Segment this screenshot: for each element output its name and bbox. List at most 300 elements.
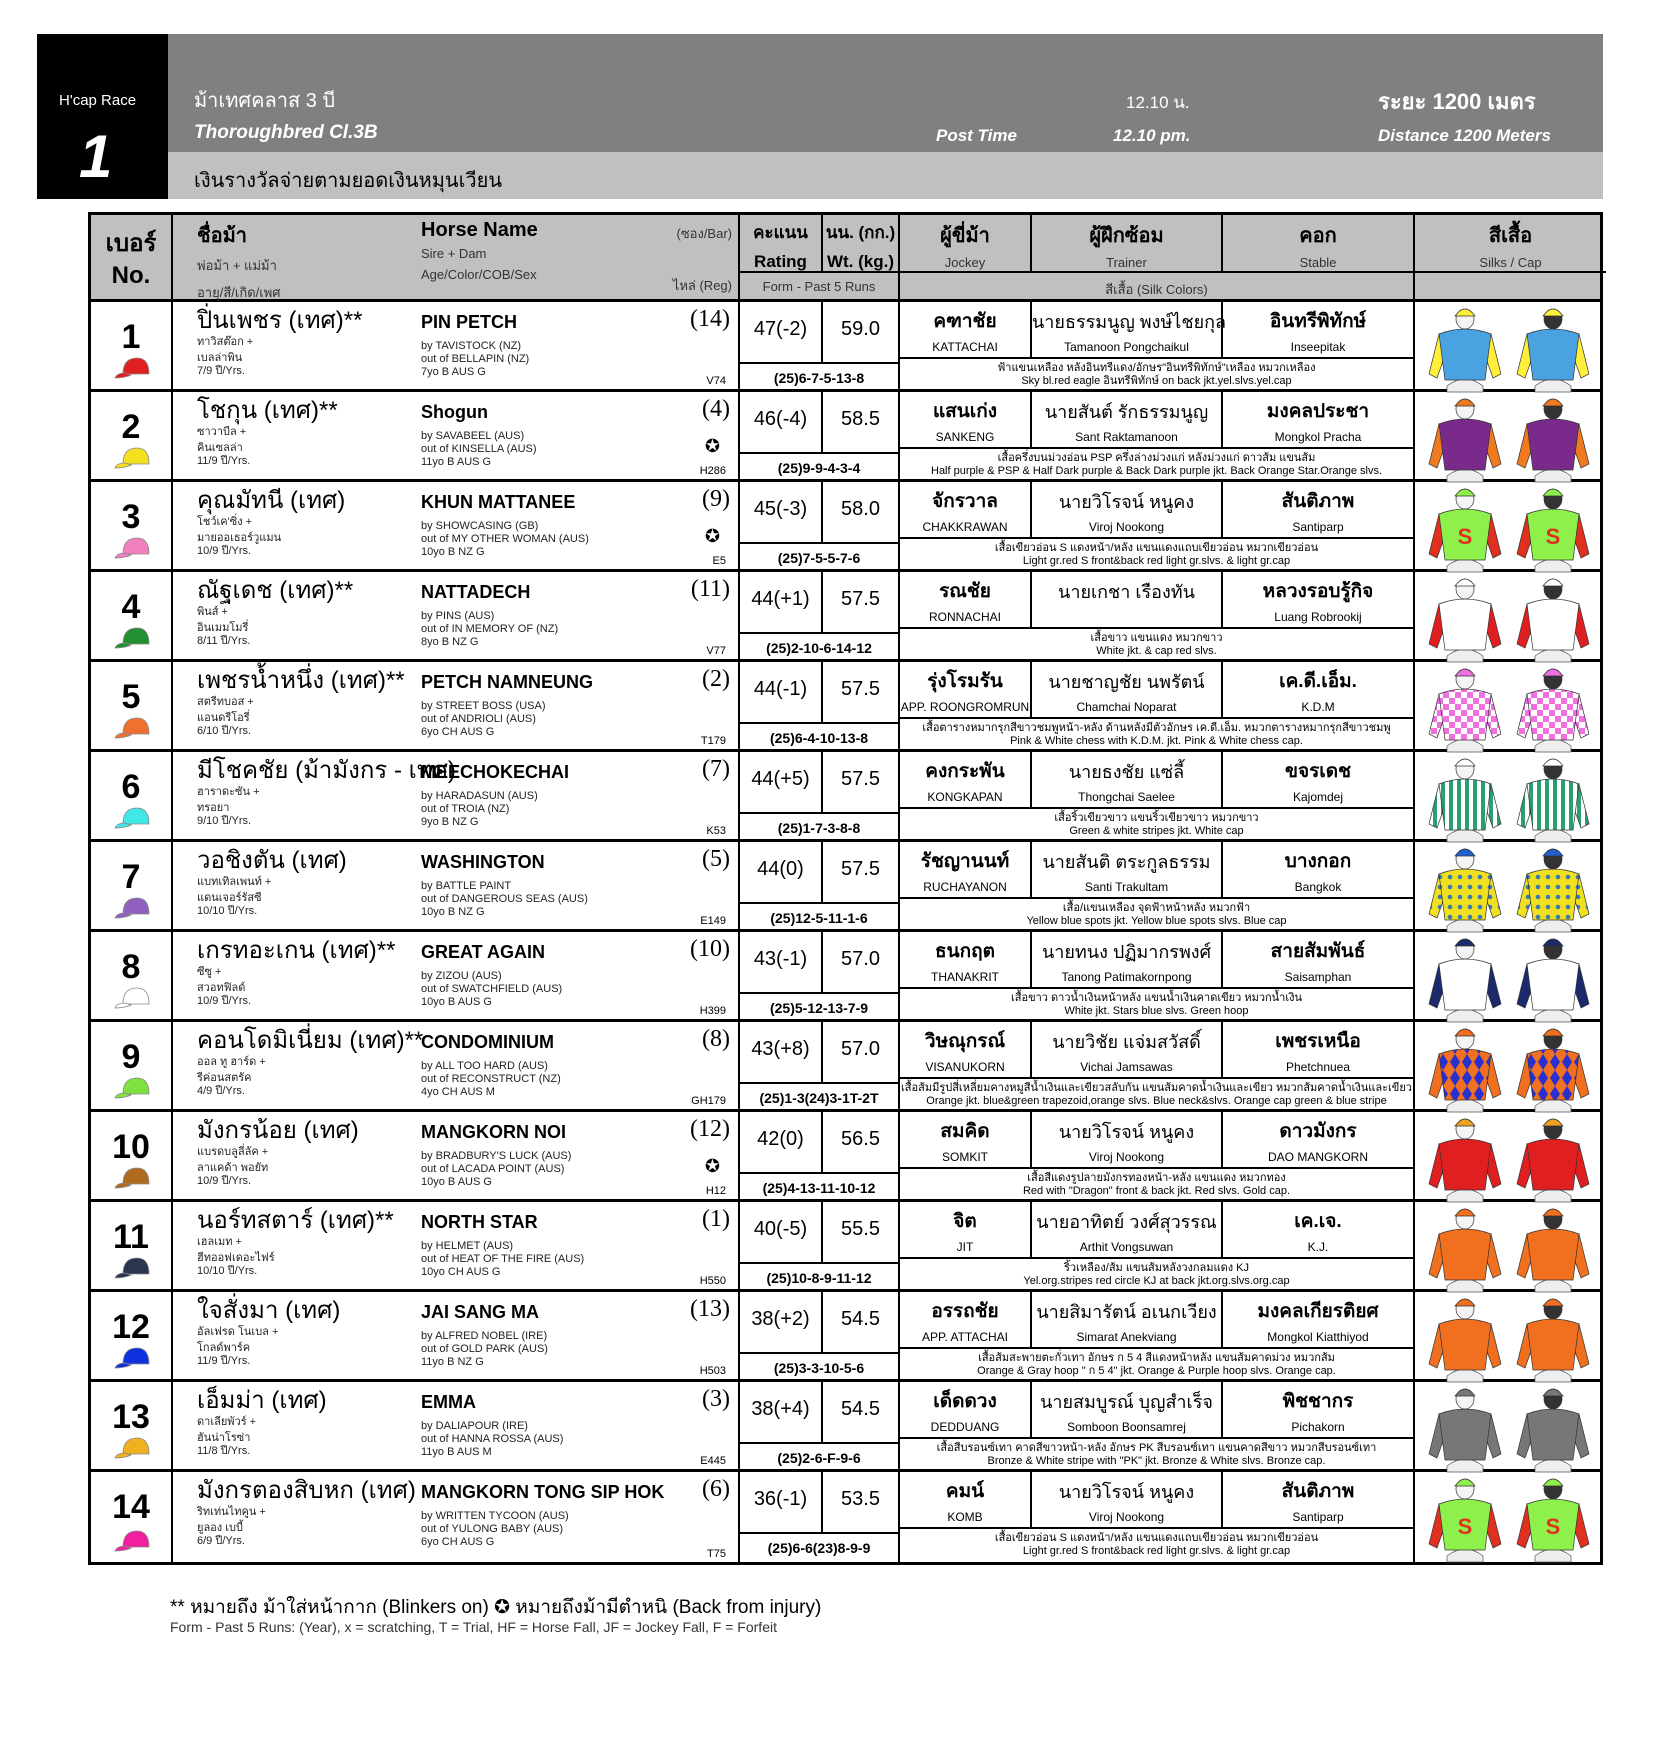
silk-colors-cell xyxy=(898,987,1413,1022)
jockey-cell xyxy=(898,1472,1030,1527)
thai-name-cell xyxy=(171,1292,413,1379)
stable-cell xyxy=(1221,302,1413,357)
col-name-th-title: ชื่อม้า xyxy=(197,225,247,247)
age-english: 10yo B NZ G xyxy=(421,546,485,558)
age-thai: 6/9 ปี/Yrs. xyxy=(197,1535,245,1547)
rating: 43(+8) xyxy=(738,1022,821,1082)
silk-colors-english: Green & white stripes jkt. White cap xyxy=(1069,825,1244,837)
svg-text:S: S xyxy=(1545,1514,1561,1539)
jockey-thai: อรรถชัย xyxy=(931,1301,999,1322)
horse-name-english: PETCH NAMNEUNG xyxy=(421,672,594,692)
thai-name-cell xyxy=(171,842,413,929)
jockey-english: SOMKIT xyxy=(941,1150,988,1164)
horse-name-thai: วอชิงตัน (เทศ) xyxy=(197,847,347,874)
silk-colors-thai: เสื้อเขียวอ่อน S แดงหน้า/หลัง แขนแดงแถบเขียวอ่อน หมวกเขียวอ่อน xyxy=(994,1532,1319,1544)
sire-thai: ออล ทู ฮาร์ด + xyxy=(197,1056,266,1068)
star-in-circle-icon: ✪ xyxy=(704,1156,720,1176)
stable-english: Mongkol Pracha xyxy=(1274,430,1362,444)
english-name-cell xyxy=(413,392,738,479)
jockey-english: KOMB xyxy=(947,1510,983,1524)
stable-cell xyxy=(1221,1112,1413,1167)
horse-number: 7 xyxy=(121,858,141,896)
form: (25)3-3-10-5-6 xyxy=(738,1352,898,1382)
prize-note: เงินรางวัลจ่ายตามยอดเงินหมุนเวียน xyxy=(194,170,503,192)
col-age-th: อายุ/สี/เกิด/เพศ xyxy=(197,285,281,300)
stable-english: Luang Robrookij xyxy=(1274,610,1362,624)
jockey-thai: คงกระพัน xyxy=(925,761,1005,782)
col-no-th: เบอร์ xyxy=(105,230,157,257)
rating: 38(+2) xyxy=(738,1292,821,1352)
cap-icon xyxy=(113,804,153,835)
col-wt-en: Wt. (kg.) xyxy=(826,252,895,271)
jockey-thai: เด็ดดวง xyxy=(933,1391,997,1412)
cap-icon xyxy=(113,1254,153,1285)
thai-name-cell xyxy=(171,1022,424,1109)
thai-name-cell xyxy=(171,1472,416,1562)
sire-english: by SAVABEEL (AUS) xyxy=(421,430,525,442)
dam-thai: ทรอยา xyxy=(197,802,230,814)
col-sire-dam-en: Sire + Dam xyxy=(421,246,487,261)
sire-english: by BATTLE PAINT xyxy=(421,880,512,892)
dam-thai: ยูลอง เบบี้ xyxy=(197,1522,243,1534)
silk-colors-cell xyxy=(898,1077,1413,1112)
stable-thai: พิชชากร xyxy=(1282,1391,1354,1412)
jockey-silks-image xyxy=(1415,1202,1604,1290)
trainer-thai: นายวิโรจน์ หนูคง xyxy=(1058,1482,1195,1502)
weight: 59.0 xyxy=(821,302,898,362)
silks-cell xyxy=(1413,842,1606,929)
stable-cell xyxy=(1221,572,1413,627)
svg-text:S: S xyxy=(1457,524,1473,549)
class-english: Thoroughbred Cl.3B xyxy=(194,122,378,143)
col-trainer-th: ผู้ฝึกซ้อม xyxy=(1089,225,1164,247)
stable-thai: สันติภาพ xyxy=(1281,1481,1355,1502)
dam-thai: โกลด์พาร์ค xyxy=(197,1342,251,1354)
jockey-cell xyxy=(898,1202,1030,1257)
trainer-cell xyxy=(1030,1202,1221,1257)
horse-number-cell xyxy=(91,932,171,1019)
trainer-cell xyxy=(1030,1292,1221,1347)
horse-name-english: KHUN MATTANEE xyxy=(421,492,576,512)
registration-code: E445 xyxy=(700,1455,726,1467)
jockey-silks-image xyxy=(1415,1022,1604,1110)
weight: 56.5 xyxy=(821,1112,898,1172)
sire-english: by ZIZOU (AUS) xyxy=(421,970,502,982)
cap-icon xyxy=(113,714,153,745)
dam-thai: รีค่อนสตรัค xyxy=(197,1072,252,1084)
silk-colors-cell xyxy=(898,1167,1413,1202)
col-weight xyxy=(821,215,898,271)
stable-thai: เค.เจ. xyxy=(1294,1211,1342,1232)
sire-english: by DALIAPOUR (IRE) xyxy=(421,1420,528,1432)
age-english: 10yo B NZ G xyxy=(421,906,485,918)
age-english: 7yo B AUS G xyxy=(421,366,486,378)
silks-cell xyxy=(1413,302,1606,389)
sire-thai: ซีซู + xyxy=(197,966,222,978)
table-row xyxy=(91,1472,1600,1562)
jockey-thai: แสนเก่ง xyxy=(932,401,998,422)
sire-thai: ฮาราดะซัน + xyxy=(197,786,260,798)
horse-number: 5 xyxy=(121,678,141,716)
col-stable xyxy=(1221,215,1413,271)
silk-colors-english: White jkt. & cap red slvs. xyxy=(1096,645,1217,657)
trainer-thai: นายสันต์ รักธรรมนูญ xyxy=(1044,402,1209,422)
table-row xyxy=(91,302,1600,392)
silk-colors-thai: เสื้อตารางหมากรุกสีขาวชมพูหน้า-หลัง ด้านหลังมีตัวอักษร เค.ดี.เอ็ม. หมวกตารางหมากรุกสีขาวชมพู xyxy=(922,722,1391,734)
horse-number: 8 xyxy=(121,948,141,986)
race-label: H'cap Race xyxy=(59,92,137,109)
silk-colors-thai: ฟ้าแขนเหลือง หลังอินทรีแดง/อักษร"อินทรีพิทักษ์"เหลือง หมวกเหลือง xyxy=(997,362,1316,374)
silk-colors-english: Pink & White chess with K.D.M. jkt. Pink & White chess cap. xyxy=(1010,735,1303,747)
table-row xyxy=(91,1112,1600,1202)
horse-name-thai: มีโชคชัย (ม้ามังกร - เทศ) xyxy=(197,757,456,784)
trainer-thai: นายชาญชัย นพรัตน์ xyxy=(1048,672,1205,692)
trainer-cell xyxy=(1030,1382,1221,1437)
horse-number-cell xyxy=(91,572,171,659)
stable-english: Phetchnuea xyxy=(1285,1060,1351,1074)
jockey-english: SANKENG xyxy=(935,430,995,444)
english-name-cell xyxy=(413,1472,738,1562)
weight: 57.0 xyxy=(821,932,898,992)
jockey-silks-image xyxy=(1415,302,1604,390)
age-english: 11yo B AUS G xyxy=(421,456,492,468)
silks-cell xyxy=(1413,752,1606,839)
weight: 57.5 xyxy=(821,662,898,722)
trainer-thai: นายวิชัย แจ่มสวัสดิ์ xyxy=(1052,1032,1201,1052)
age-thai: 11/8 ปี/Yrs. xyxy=(197,1445,251,1457)
thai-name-cell xyxy=(171,302,413,389)
jockey-english: RUCHAYANON xyxy=(923,880,1007,894)
dam-english: out of GOLD PARK (AUS) xyxy=(421,1343,548,1355)
jockey-thai: จิต xyxy=(953,1211,977,1232)
rating: 46(-4) xyxy=(738,392,821,452)
jockey-english: JIT xyxy=(956,1240,974,1254)
form: (25)2-6-F-9-6 xyxy=(738,1442,898,1472)
sire-english: by TAVISTOCK (NZ) xyxy=(421,340,522,352)
english-name-cell xyxy=(413,752,738,839)
stable-cell xyxy=(1221,1202,1413,1257)
age-thai: 10/9 ปี/Yrs. xyxy=(197,995,252,1007)
english-name-cell xyxy=(413,932,738,1019)
stable-english: Santiparp xyxy=(1292,520,1344,534)
table-row xyxy=(91,842,1600,932)
jockey-silks-image xyxy=(1415,392,1604,480)
dam-english: out of LACADA POINT (AUS) xyxy=(421,1163,565,1175)
stable-cell xyxy=(1221,1022,1413,1077)
time-thai: 12.10 น. xyxy=(1126,93,1190,112)
horse-name-thai: เพชรน้ำหนึ่ง (เทศ)** xyxy=(197,667,405,694)
trainer-cell xyxy=(1030,572,1221,627)
silk-colors-cell xyxy=(898,1257,1413,1292)
silk-colors-english: Light gr.red S front&back red light gr.slvs. & light gr.cap xyxy=(1022,555,1291,567)
horse-name-english: GREAT AGAIN xyxy=(421,942,545,962)
silk-colors-thai: เสื้อสีบรอนซ์เทา คาดสีขาวหน้า-หลัง อักษร PK สีบรอนซ์เทา แขนคาดสีขาว หมวกสีบรอนซ์เทา xyxy=(936,1442,1377,1454)
age-thai: 11/9 ปี/Yrs. xyxy=(197,455,251,467)
horse-number: 6 xyxy=(121,768,141,806)
barrier: (9) xyxy=(702,486,730,512)
race-number-box xyxy=(37,34,168,199)
jockey-thai: สมคิด xyxy=(940,1121,990,1142)
trainer-english: Viroj Nookong xyxy=(1088,1150,1165,1164)
english-name-cell xyxy=(413,662,738,749)
silk-colors-thai: เสื้อส้มมีรูปสี่เหลี่ยมคางหมูสีน้ำเงินและเขียวสลับกัน แขนส้มคาดน้ำเงินและเขียว หมวกส้มคาดน้ำเงินและเขียว xyxy=(901,1082,1412,1094)
age-thai: 9/10 ปี/Yrs. xyxy=(197,815,252,827)
silk-colors-english: Sky bl.red eagle อินทรีพิทักษ์ on back jkt.yel.slvs.yel.cap xyxy=(1021,375,1292,387)
col-name-en xyxy=(413,215,738,299)
silk-colors-english: Red with "Dragon" front & back jkt. Red slvs. Gold cap. xyxy=(1022,1185,1291,1197)
jockey-silks-image xyxy=(1415,1472,1604,1560)
silk-colors-english: White jkt. Stars blue slvs. Green hoop xyxy=(1064,1005,1249,1017)
horse-number: 4 xyxy=(121,588,141,626)
jockey-thai: รณชัย xyxy=(939,581,991,602)
trainer-thai: นายธงชัย แซ่ลี้ xyxy=(1068,762,1185,782)
silk-colors-thai: เสื้อสีแดงรูปลายมังกรทองหน้า-หลัง แขนแดง หมวกทอง xyxy=(1027,1172,1286,1184)
cap-icon xyxy=(113,894,153,925)
col-silks-blank xyxy=(1413,271,1606,299)
jockey-silks-image xyxy=(1415,1292,1604,1380)
stable-cell xyxy=(1221,1472,1413,1527)
english-name-cell xyxy=(413,1202,738,1289)
horse-name-thai: ใจสั่งมา (เทศ) xyxy=(197,1297,341,1324)
form: (25)12-5-11-1-6 xyxy=(738,902,898,932)
sire-english: by HELMET (AUS) xyxy=(421,1240,514,1252)
english-name-cell xyxy=(413,1382,738,1469)
horse-number-cell xyxy=(91,1292,171,1379)
registration-code: H399 xyxy=(699,1005,726,1017)
weight: 57.0 xyxy=(821,1022,898,1082)
english-name-cell xyxy=(413,1022,738,1109)
jockey-cell xyxy=(898,1292,1030,1347)
silks-cell xyxy=(1413,482,1606,569)
trainer-english: Tanong Patimakornpong xyxy=(1061,970,1192,984)
stable-thai: สันติภาพ xyxy=(1281,491,1355,512)
rating: 36(-1) xyxy=(738,1472,821,1532)
stable-thai: เค.ดี.เอ็ม. xyxy=(1279,671,1357,692)
sire-thai: โชว์เค'ซิ่ง + xyxy=(197,516,253,528)
trainer-cell xyxy=(1030,482,1221,537)
horse-name-english: JAI SANG MA xyxy=(421,1302,540,1322)
cap-icon xyxy=(113,1164,153,1195)
trainer-thai: นายสันติ ตระกูลธรรม xyxy=(1042,852,1211,872)
dam-english: out of HANNA ROSSA (AUS) xyxy=(421,1433,564,1445)
weight: 57.5 xyxy=(821,842,898,902)
trainer-thai: นายสมบูรณ์ บุญสำเร็จ xyxy=(1040,1392,1213,1412)
horse-number-cell xyxy=(91,1022,171,1109)
jockey-cell xyxy=(898,1022,1030,1077)
rating: 44(0) xyxy=(738,842,821,902)
jockey-silks-image xyxy=(1415,1112,1604,1200)
table-row xyxy=(91,1022,1600,1112)
sire-thai: แบรดบลูลี่ลัค + xyxy=(197,1146,269,1158)
trainer-cell xyxy=(1030,842,1221,897)
col-name-th xyxy=(171,215,413,299)
dam-english: out of KINSELLA (AUS) xyxy=(421,443,537,455)
horse-name-english: CONDOMINIUM xyxy=(421,1032,554,1052)
horse-number-cell xyxy=(91,302,171,389)
silk-colors-cell xyxy=(898,1347,1413,1382)
age-english: 10yo CH AUS G xyxy=(421,1266,501,1278)
sire-thai: พินส์ + xyxy=(197,606,228,618)
cap-icon xyxy=(113,1074,153,1105)
dam-thai: สวอทฟิลด์ xyxy=(197,982,246,994)
jockey-thai: รุ่งโรมรัน xyxy=(927,671,1003,692)
dam-english: out of YULONG BABY (AUS) xyxy=(421,1523,564,1535)
silks-cell xyxy=(1413,1022,1606,1109)
silk-colors-english: Light gr.red S front&back red light gr.slvs. & light gr.cap xyxy=(1022,1545,1291,1557)
horse-number: 9 xyxy=(121,1038,141,1076)
trainer-english: Tamanoon Pongchaikul xyxy=(1064,340,1189,354)
stable-english: K.J. xyxy=(1307,1240,1329,1254)
jockey-cell xyxy=(898,1382,1030,1437)
sire-english: by WRITTEN TYCOON (AUS) xyxy=(421,1510,569,1522)
cap-icon xyxy=(113,444,153,475)
distance-english: Distance 1200 Meters xyxy=(1378,126,1551,145)
star-in-circle-icon: ✪ xyxy=(704,526,720,546)
barrier: (7) xyxy=(702,756,730,782)
horse-name-english: NORTH STAR xyxy=(421,1212,538,1232)
col-age-en: Age/Color/COB/Sex xyxy=(421,267,537,282)
stable-cell xyxy=(1221,752,1413,807)
col-name-en-title: Horse Name xyxy=(421,219,538,241)
barrier: (11) xyxy=(690,576,730,602)
horse-name-english: MANGKORN NOI xyxy=(421,1122,566,1142)
race-number: 1 xyxy=(79,123,113,190)
horse-number: 10 xyxy=(112,1128,150,1166)
dam-thai: แอนดรีโอรี่ xyxy=(197,712,250,724)
trainer-cell xyxy=(1030,1112,1221,1167)
rating: 42(0) xyxy=(738,1112,821,1172)
form: (25)9-9-4-3-4 xyxy=(738,452,898,482)
horse-number-cell xyxy=(91,392,171,479)
col-silks xyxy=(1413,215,1606,271)
trainer-english: Vichai Jamsawas xyxy=(1080,1060,1173,1074)
prize-band xyxy=(168,152,1603,199)
col-trainer xyxy=(1030,215,1221,271)
registration-code: E5 xyxy=(712,555,726,567)
dam-english: out of MY OTHER WOMAN (AUS) xyxy=(421,533,589,545)
silk-colors-cell xyxy=(898,1437,1413,1472)
dam-english: out of TROIA (NZ) xyxy=(421,803,510,815)
silk-colors-thai: เสื้อริ้วเขียวขาว แขนริ้วเขียวขาว หมวกขาว xyxy=(1054,812,1259,824)
stable-thai: เพชรเหนือ xyxy=(1275,1031,1361,1052)
jockey-english: APP. ATTACHAI xyxy=(921,1330,1009,1344)
horse-name-thai: ปิ่นเพชร (เทศ)** xyxy=(197,307,363,334)
silks-cell xyxy=(1413,1202,1606,1289)
cap-icon xyxy=(113,1344,153,1375)
horse-name-thai: มังกรน้อย (เทศ) xyxy=(197,1117,359,1144)
post-time-label: Post Time xyxy=(936,126,1017,145)
english-name-cell xyxy=(413,842,738,929)
jockey-thai: รัชญานนท์ xyxy=(920,851,1010,872)
barrier: (2) xyxy=(702,666,730,692)
barrier: (12) xyxy=(690,1116,730,1142)
stable-english: Inseepitak xyxy=(1290,340,1346,354)
stable-cell xyxy=(1221,1292,1413,1347)
table-row xyxy=(91,392,1600,482)
sire-english: by BRADBURY'S LUCK (AUS) xyxy=(421,1150,572,1162)
stable-english: Mongkol Kiatthiyod xyxy=(1267,1330,1369,1344)
horse-number-cell xyxy=(91,1202,171,1289)
jockey-thai: จักรวาล xyxy=(932,491,998,512)
stable-english: Bangkok xyxy=(1294,880,1342,894)
horse-number-cell xyxy=(91,752,171,839)
trainer-cell xyxy=(1030,1022,1221,1077)
col-stable-th: คอก xyxy=(1299,225,1337,247)
silk-colors-english: Bronze & White stripe with "PK" jkt. Bronze & White slvs. Bronze cap. xyxy=(987,1455,1326,1467)
silks-cell xyxy=(1413,572,1606,659)
age-english: 6yo CH AUS G xyxy=(421,1536,495,1548)
table-row xyxy=(91,752,1600,842)
silk-colors-cell xyxy=(898,447,1413,482)
silks-cell xyxy=(1413,932,1606,1019)
stable-cell xyxy=(1221,932,1413,987)
silk-colors-english: Yellow blue spots jkt. Yellow blue spots slvs. Blue cap xyxy=(1026,915,1287,927)
sire-english: by HARADASUN (AUS) xyxy=(421,790,538,802)
col-rating xyxy=(738,215,821,271)
form: (25)4-13-11-10-12 xyxy=(738,1172,898,1202)
horse-number: 12 xyxy=(112,1308,150,1346)
sire-thai: อัลเฟรด โนเบล + xyxy=(197,1326,279,1338)
silk-colors-english: Orange jkt. blue&green trapezoid,orange slvs. Blue neck&slvs. Orange cap green & blue stripe xyxy=(926,1095,1387,1107)
horse-name-english: Shogun xyxy=(421,402,488,422)
jockey-thai: วิษณุกรณ์ xyxy=(924,1031,1006,1052)
silks-cell xyxy=(1413,1382,1606,1469)
form: (25)5-12-13-7-9 xyxy=(738,992,898,1022)
rating: 44(-1) xyxy=(738,662,821,722)
horse-number-cell xyxy=(91,1112,171,1199)
barrier: (5) xyxy=(702,846,730,872)
stable-thai: ดาวมังกร xyxy=(1279,1121,1357,1142)
jockey-silks-image xyxy=(1415,1382,1604,1470)
jockey-cell xyxy=(898,842,1030,897)
silks-cell xyxy=(1413,1112,1606,1199)
jockey-thai: คฑาชัย xyxy=(933,311,997,332)
registration-code: E149 xyxy=(700,915,726,927)
trainer-cell xyxy=(1030,932,1221,987)
col-barrier: (ซอง/Bar) xyxy=(676,226,732,241)
horse-number: 14 xyxy=(112,1488,150,1526)
table-row xyxy=(91,662,1600,752)
sire-thai: ซาวาบีล + xyxy=(197,426,247,438)
registration-code: GH179 xyxy=(691,1095,726,1107)
stable-english: Saisamphan xyxy=(1284,970,1352,984)
dam-english: out of IN MEMORY OF (NZ) xyxy=(421,623,559,635)
stable-thai: ขจรเดช xyxy=(1284,761,1352,782)
thai-name-cell xyxy=(171,572,413,659)
jockey-english: VISANUKORN xyxy=(925,1060,1005,1074)
dam-thai: มายออเธอร์วูแมน xyxy=(197,532,282,544)
horse-name-english: PIN PETCH xyxy=(421,312,518,332)
form: (25)10-8-9-11-12 xyxy=(738,1262,898,1292)
barrier: (10) xyxy=(690,936,730,962)
silk-colors-thai: เสื้อ/แขนเหลือง จุดฟ้าหน้าหลัง หมวกฟ้า xyxy=(1062,902,1251,914)
english-name-cell xyxy=(413,1112,738,1199)
weight: 54.5 xyxy=(821,1292,898,1352)
horse-number: 2 xyxy=(121,408,141,446)
silk-colors-thai: เสื้อครึ่งบนม่วงอ่อน PSP ครึ่งล่างม่วงแก่ หลังม่วงแก่ ดาวส้ม แขนส้ม xyxy=(997,452,1316,464)
horse-name-thai: เอ็มม่า (เทศ) xyxy=(197,1387,327,1414)
registration-code: V74 xyxy=(706,375,726,387)
silk-colors-english: Orange & Gray hoop " ก 5 4" jkt. Orange & Purple hoop slvs. Orange cap. xyxy=(977,1365,1336,1377)
cap-icon xyxy=(113,624,153,655)
english-name-cell xyxy=(413,572,738,659)
english-name-cell xyxy=(413,1292,738,1379)
sire-thai: แบทเทิลเพนท์ + xyxy=(197,876,272,888)
horse-name-thai: ณัฐเดช (เทศ)** xyxy=(197,577,354,604)
stable-cell xyxy=(1221,842,1413,897)
trainer-thai: นายอาทิตย์ วงศ์สุวรรณ xyxy=(1036,1212,1217,1232)
age-english: 11yo B NZ G xyxy=(421,1356,484,1368)
